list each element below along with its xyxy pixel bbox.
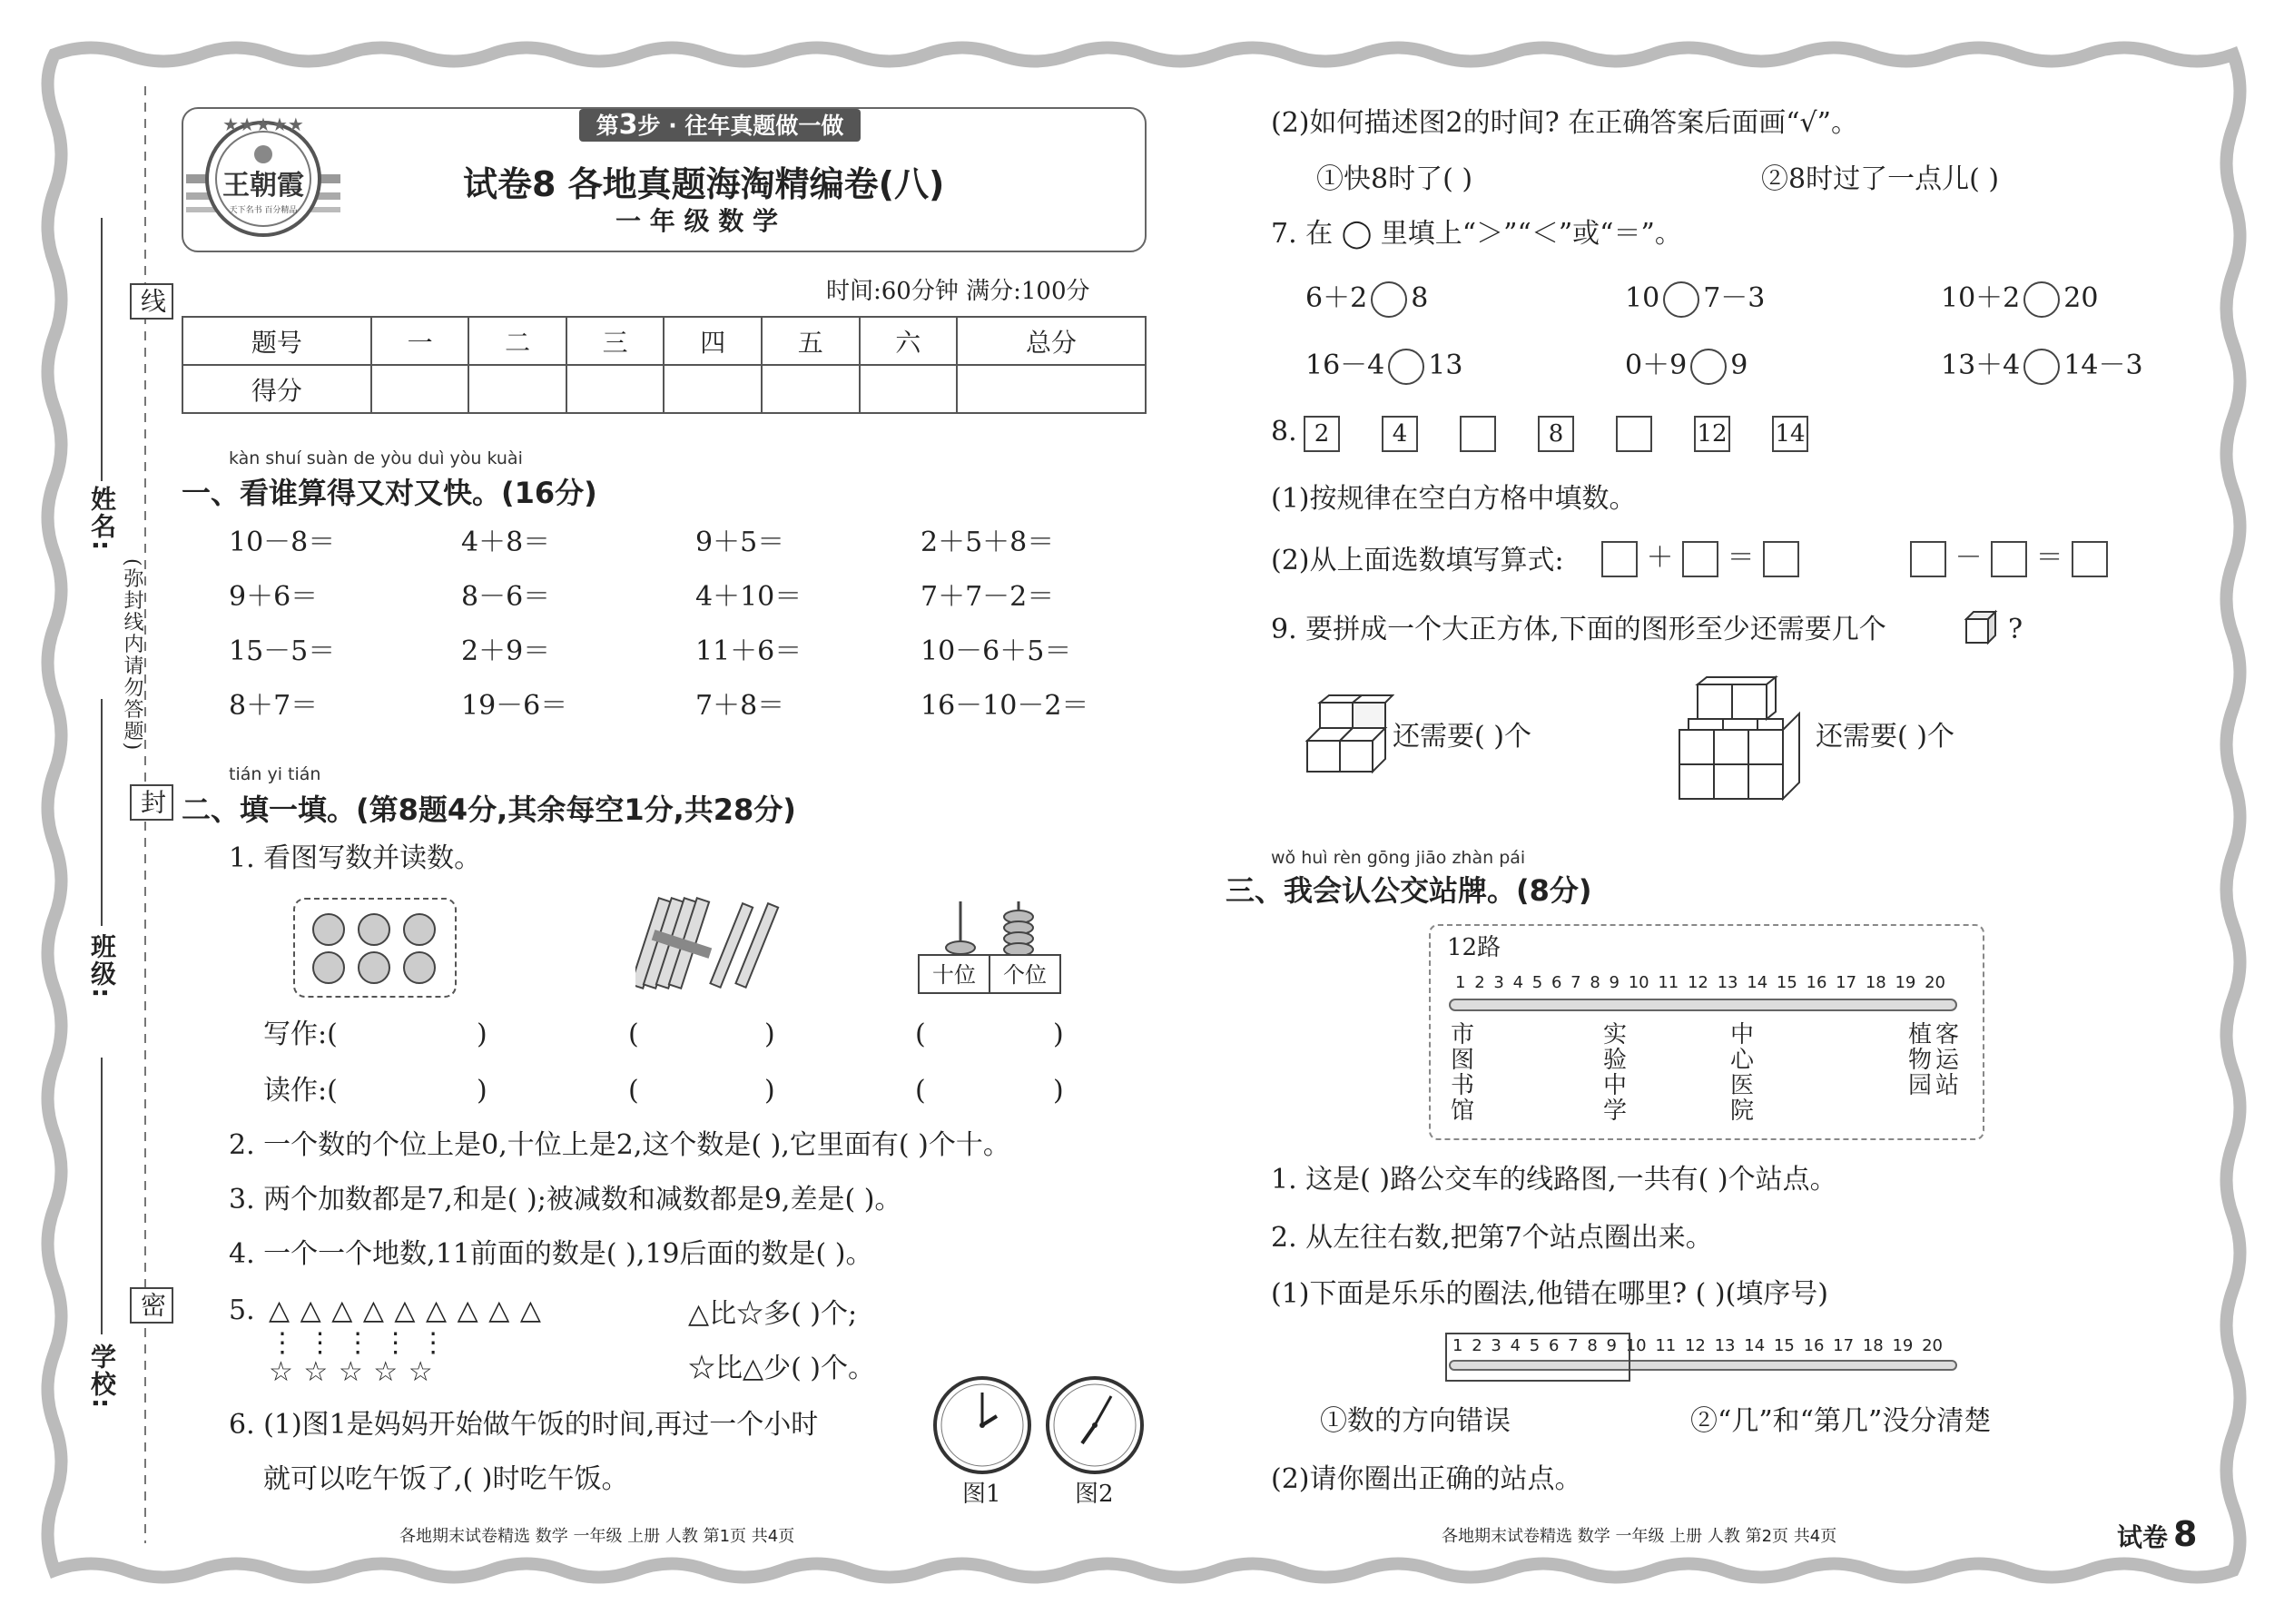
publisher-logo bbox=[186, 111, 340, 247]
score-head-5: 五 bbox=[762, 317, 860, 365]
s3-q2-1-text[interactable]: (1)下面是乐乐的圈法,他错在哪里? ( )(填序号) bbox=[1271, 1278, 1829, 1310]
school-label: 学校: bbox=[87, 1343, 117, 1411]
score-cell[interactable] bbox=[762, 365, 860, 413]
q5-b[interactable]: ☆比△少( )个。 bbox=[688, 1353, 876, 1384]
q9-need-2[interactable]: 还需要( )个 bbox=[1816, 721, 1954, 753]
q8-box: 8 bbox=[1538, 416, 1574, 452]
q8-box: 12 bbox=[1694, 416, 1730, 452]
q2-text[interactable]: 2. 一个数的个位上是0,十位上是2,这个数是( ),它里面有( )个十。 bbox=[229, 1129, 1010, 1161]
footer-left: 各地期末试卷精选 数学 一年级 上册 人教 第1页 共4页 bbox=[399, 1527, 795, 1546]
score-cell[interactable] bbox=[371, 365, 469, 413]
exam-subtitle: 一 年 级 数 学 bbox=[615, 206, 778, 236]
exam-title: 试卷8 各地真题海淘精编卷(八) bbox=[463, 164, 945, 204]
calc-item[interactable]: 8＋7＝ bbox=[229, 690, 319, 722]
q8-2-text: (2)从上面选数填写算式: bbox=[1271, 545, 1564, 576]
q8-1-text: (1)按规律在空白方格中填数。 bbox=[1271, 483, 1637, 515]
class-line[interactable] bbox=[101, 699, 103, 926]
binding-xian: 线 bbox=[130, 283, 173, 320]
route-stop-numbers: 1 2 3 4 5 6 7 8 9 10 11 12 13 14 15 16 17 18 19 20 bbox=[1455, 973, 1945, 992]
score-cell[interactable] bbox=[566, 365, 665, 413]
compare-item[interactable]: 13＋4 14－3 bbox=[1941, 349, 2143, 385]
route-line bbox=[1449, 999, 1957, 1011]
paren-open: ( bbox=[628, 1075, 639, 1107]
score-head-0: 题号 bbox=[182, 317, 371, 365]
equation-plus[interactable]: ＋ ＝ bbox=[1601, 541, 1799, 577]
calc-item[interactable]: 4＋8＝ bbox=[461, 527, 551, 558]
q9-text: 9. 要拼成一个大正方体,下面的图形至少还需要几个 bbox=[1271, 614, 1886, 645]
calc-item[interactable]: 15－5＝ bbox=[229, 635, 336, 667]
clock-figures bbox=[931, 1371, 1149, 1480]
option-b[interactable]: ②“几”和“第几”没分清楚 bbox=[1690, 1405, 1992, 1437]
abacus-picture bbox=[917, 897, 1062, 997]
section3-title: 三、我会认公交站牌。(8分) bbox=[1226, 873, 1592, 908]
name-line[interactable] bbox=[101, 218, 103, 481]
calc-item[interactable]: 2＋9＝ bbox=[461, 635, 551, 667]
paren-open: ( bbox=[915, 1075, 926, 1107]
q5-a[interactable]: △比☆多( )个; bbox=[688, 1298, 858, 1330]
q8-box: 4 bbox=[1382, 416, 1418, 452]
compare-item[interactable]: 6＋2 8 bbox=[1305, 281, 1428, 318]
station-library: 市图书馆 bbox=[1451, 1021, 1477, 1125]
apples-picture bbox=[292, 897, 458, 999]
compare-item[interactable]: 10 7－3 bbox=[1625, 281, 1765, 318]
calc-item[interactable]: 9＋5＝ bbox=[695, 527, 785, 558]
calc-item[interactable]: 2＋5＋8＝ bbox=[921, 527, 1055, 558]
cube-stack-large bbox=[1676, 675, 1803, 802]
binding-feng: 封 bbox=[130, 784, 173, 821]
q5-dots: ⋮ ⋮ ⋮ ⋮ ⋮ bbox=[269, 1327, 448, 1359]
q6-line1: 6. (1)图1是妈妈开始做午饭的时间,再过一个小时 bbox=[229, 1409, 819, 1441]
q7-text: 7. 在 ◯ 里填上“＞”“＜”或“＝”。 bbox=[1271, 218, 1682, 250]
station-bus-terminal: 客运站 bbox=[1935, 1021, 1960, 1099]
name-label: 姓名: bbox=[87, 486, 117, 553]
lele-circle-mark bbox=[1445, 1333, 1630, 1382]
q8-box: 14 bbox=[1772, 416, 1808, 452]
score-head-7: 总分 bbox=[957, 317, 1146, 365]
calc-item[interactable]: 10－6＋5＝ bbox=[921, 635, 1072, 667]
paren-close: ) bbox=[477, 1075, 487, 1107]
q6-line2[interactable]: 就可以吃午饭了,( )时吃午饭。 bbox=[263, 1463, 629, 1495]
mini-route-numbers: 1 2 3 4 5 6 7 8 9 10 11 12 13 14 15 16 17 18 19 20 bbox=[1452, 1336, 1943, 1355]
paren-close: ) bbox=[477, 1019, 487, 1050]
fig1-label: 图1 bbox=[962, 1481, 1001, 1508]
step-banner: 第3步 · 往年真题做一做 bbox=[579, 109, 861, 142]
q5-stars: ☆ ☆ ☆ ☆ ☆ bbox=[269, 1356, 434, 1388]
score-cell[interactable] bbox=[468, 365, 566, 413]
route-name: 12路 bbox=[1447, 934, 1501, 961]
score-head-2: 二 bbox=[468, 317, 566, 365]
calc-item[interactable]: 7＋8＝ bbox=[695, 690, 785, 722]
section2-title: 二、填一填。(第8题4分,其余每空1分,共28分) bbox=[182, 792, 796, 827]
abacus-ones: 个位 bbox=[1003, 962, 1047, 988]
clock-1-icon bbox=[935, 1378, 1029, 1472]
read-label: 读作:( bbox=[263, 1075, 338, 1107]
binding-note: (弥封线内请勿答题) bbox=[121, 558, 143, 753]
sticks-bundle-picture bbox=[635, 893, 781, 1002]
q8-box[interactable] bbox=[1460, 416, 1496, 452]
compare-item[interactable]: 0＋9 9 bbox=[1625, 349, 1748, 385]
calc-item[interactable]: 9＋6＝ bbox=[229, 581, 319, 613]
calc-item[interactable]: 16－10－2＝ bbox=[921, 690, 1089, 722]
s3-q2-text: 2. 从左往右数,把第7个站点圈出来。 bbox=[1271, 1222, 1713, 1254]
s3-q2-2-text: (2)请你圈出正确的站点。 bbox=[1271, 1463, 1582, 1495]
calc-item[interactable]: 4＋10＝ bbox=[695, 581, 802, 613]
score-cell[interactable] bbox=[860, 365, 958, 413]
write-label: 写作:( bbox=[263, 1019, 338, 1050]
paper-badge: 试卷 8 bbox=[2117, 1514, 2198, 1554]
q8-box[interactable] bbox=[1616, 416, 1652, 452]
section3-pinyin: wǒ huì rèn gōng jiāo zhàn pái bbox=[1271, 848, 1526, 868]
section2-pinyin: tián yi tián bbox=[229, 764, 321, 784]
compare-item[interactable]: 16－4 13 bbox=[1305, 349, 1462, 385]
school-line[interactable] bbox=[101, 1058, 103, 1334]
class-label: 班级: bbox=[87, 933, 117, 1000]
paren-open: ( bbox=[915, 1019, 926, 1050]
station-zoo: 植物园 bbox=[1908, 1021, 1933, 1099]
q6-option-2[interactable]: ②8时过了一点儿( ) bbox=[1761, 163, 2000, 195]
score-head-1: 一 bbox=[371, 317, 469, 365]
paren-close: ) bbox=[1053, 1019, 1064, 1050]
bus-route-board bbox=[1429, 924, 1984, 1140]
q8-label: 8. bbox=[1271, 416, 1297, 448]
cube-stack-small bbox=[1304, 694, 1394, 784]
q5-label: 5. bbox=[229, 1294, 255, 1326]
cube-icon bbox=[1961, 606, 2003, 648]
binding-mi: 密 bbox=[130, 1287, 173, 1324]
paren-close: ) bbox=[764, 1075, 775, 1107]
q8-box: 2 bbox=[1304, 416, 1340, 452]
time-score: 时间:60分钟 满分:100分 bbox=[826, 278, 1090, 305]
calc-item[interactable]: 7＋7－2＝ bbox=[921, 581, 1055, 613]
score-head-3: 三 bbox=[566, 317, 665, 365]
q3-text[interactable]: 3. 两个加数都是7,和是( );被减数和减数都是9,差是( )。 bbox=[229, 1184, 902, 1216]
compare-item[interactable]: 10＋2 20 bbox=[1941, 281, 2098, 318]
abacus-tens: 十位 bbox=[932, 962, 976, 988]
calc-item[interactable]: 11＋6＝ bbox=[695, 635, 802, 667]
station-school: 实验中学 bbox=[1603, 1021, 1628, 1125]
option-a[interactable]: ①数的方向错误 bbox=[1320, 1405, 1511, 1437]
s3-q1-text[interactable]: 1. 这是( )路公交车的线路图,一共有( )个站点。 bbox=[1271, 1164, 1837, 1196]
q1-text: 1. 看图写数并读数。 bbox=[229, 842, 482, 874]
score-head-4: 四 bbox=[664, 317, 762, 365]
q6-2-text: (2)如何描述图2的时间? 在正确答案后面画“√”。 bbox=[1271, 107, 1858, 139]
paren-close: ) bbox=[764, 1019, 775, 1050]
calc-item[interactable]: 10－8＝ bbox=[229, 527, 336, 558]
station-hospital: 中心医院 bbox=[1730, 1021, 1755, 1125]
score-cell[interactable] bbox=[664, 365, 762, 413]
logo-text: 王朝霞 bbox=[222, 170, 304, 202]
score-table bbox=[182, 316, 1147, 414]
paren-open: ( bbox=[628, 1019, 639, 1050]
q9-need-1[interactable]: 还需要( )个 bbox=[1393, 721, 1531, 753]
q9-tail: ? bbox=[2008, 614, 2023, 645]
q8-box-row bbox=[1304, 416, 1808, 452]
score-cell[interactable] bbox=[957, 365, 1146, 413]
svg-text:★★★★★: ★★★★★ bbox=[222, 113, 304, 135]
calc-item[interactable]: 8－6＝ bbox=[461, 581, 551, 613]
calc-item[interactable]: 19－6＝ bbox=[461, 690, 568, 722]
q5-triangles: △ △ △ △ △ △ △ △ △ bbox=[269, 1294, 542, 1326]
clock-2-icon bbox=[1048, 1378, 1142, 1472]
score-row-label: 得分 bbox=[182, 365, 371, 413]
fig2-label: 图2 bbox=[1075, 1481, 1114, 1508]
equation-minus[interactable]: － ＝ bbox=[1910, 541, 2108, 577]
footer-right: 各地期末试卷精选 数学 一年级 上册 人教 第2页 共4页 bbox=[1442, 1527, 1837, 1546]
section1-pinyin: kàn shuí suàn de yòu duì yòu kuài bbox=[229, 448, 523, 468]
q4-text[interactable]: 4. 一个一个地数,11前面的数是( ),19后面的数是( )。 bbox=[229, 1238, 873, 1270]
paren-close: ) bbox=[1053, 1075, 1064, 1107]
section1-title: 一、看谁算得又对又快。(16分) bbox=[182, 476, 597, 510]
score-head-6: 六 bbox=[860, 317, 958, 365]
q6-option-1[interactable]: ①快8时了( ) bbox=[1316, 163, 1473, 195]
logo-subtext: 天下名书 百分精品 bbox=[229, 206, 298, 215]
